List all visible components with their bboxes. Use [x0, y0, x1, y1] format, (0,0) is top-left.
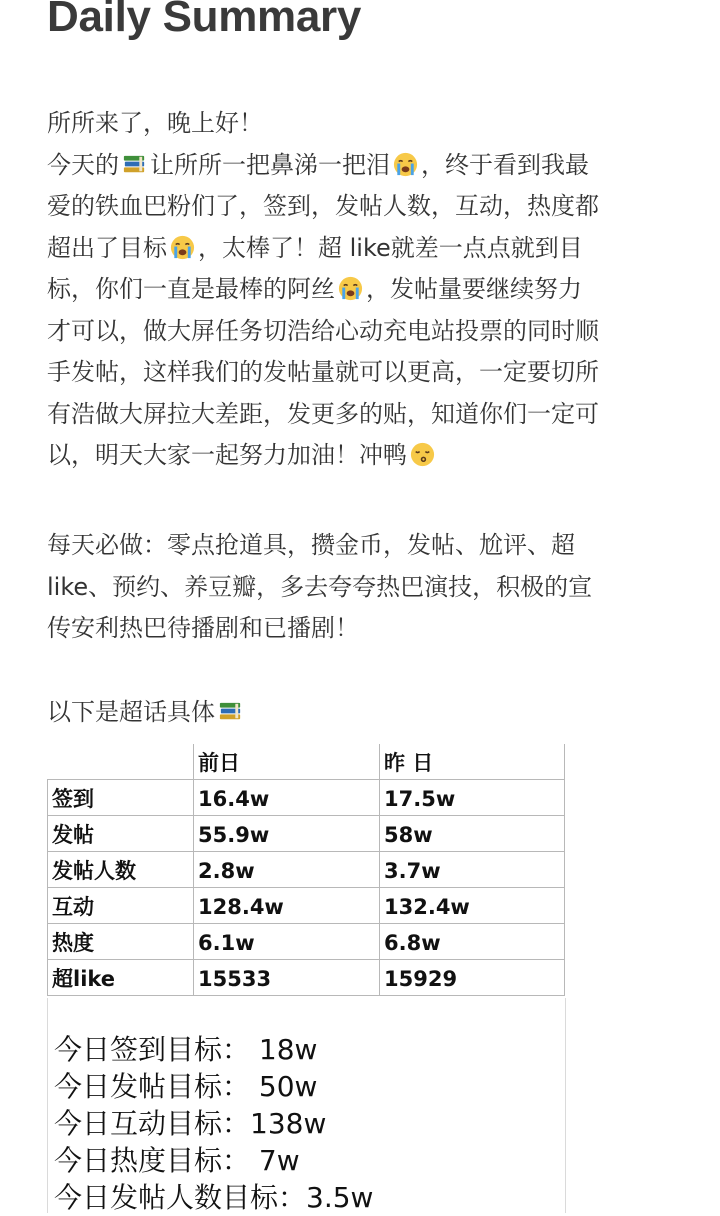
loudly-crying-face-icon	[169, 234, 196, 261]
cell-day-before: 16.4w	[194, 780, 380, 816]
row-label: 热度	[48, 924, 194, 960]
intro-text: ，发帖量要继续努力	[366, 275, 582, 303]
cell-day-before: 128.4w	[194, 888, 380, 924]
intro-text: 标，你们一直是最棒的阿丝	[47, 275, 335, 303]
books-emoji-icon	[217, 698, 244, 725]
goal-checkin: 今日签到目标： 18w	[54, 1033, 318, 1066]
intro-paragraph	[47, 103, 687, 477]
greeting: 所所来了，晚上好！	[47, 109, 263, 137]
row-label: 签到	[48, 780, 194, 816]
table-intro-text: 以下是超话具体	[47, 698, 215, 726]
cell-yesterday: 17.5w	[380, 780, 565, 816]
daily-text: 每天必做：零点抢道具，攒金币，发帖、尬评、超	[47, 531, 575, 559]
row-label: 发帖	[48, 816, 194, 852]
table-row	[48, 816, 565, 852]
row-label: 互动	[48, 888, 194, 924]
goal-heat: 今日热度目标： 7w	[54, 1144, 300, 1177]
intro-text: 有浩做大屏拉大差距，发更多的贴，知道你们一定可	[47, 399, 599, 428]
daily-text: 传安利热巴待播剧和已播剧！	[47, 614, 359, 642]
daily-tasks-paragraph	[47, 525, 687, 650]
loudly-crying-face-icon	[392, 151, 419, 178]
table-intro	[47, 692, 687, 734]
intro-text: 让所所一把鼻涕一把泪	[150, 150, 390, 179]
header-cell-day-before: 前日	[194, 744, 380, 780]
goal-interaction: 今日互动目标：138w	[54, 1107, 327, 1140]
intro-text: 以，明天大家一起努力加油！冲鸭	[47, 441, 407, 469]
table-row	[48, 888, 565, 924]
row-label: 发帖人数	[48, 852, 194, 888]
cell-day-before: 15533	[194, 960, 380, 996]
kissing-face-icon	[409, 441, 436, 468]
cell-day-before: 6.1w	[194, 924, 380, 960]
goal-poster-count: 今日发帖人数目标：3.5w	[54, 1181, 374, 1214]
books-emoji-icon	[121, 151, 148, 178]
page-title: Daily Summary	[47, 0, 362, 41]
loudly-crying-face-icon	[337, 275, 364, 302]
cell-yesterday: 132.4w	[380, 888, 565, 924]
intro-text: 超出了目标	[47, 233, 167, 262]
header-cell-blank	[48, 744, 194, 780]
stats-table	[47, 744, 564, 996]
table-row	[48, 852, 565, 888]
goal-posts: 今日发帖目标： 50w	[54, 1070, 318, 1103]
cell-yesterday: 58w	[380, 816, 565, 852]
intro-text: 手发帖，这样我们的发帖量就可以更高，一定要切所	[47, 358, 599, 386]
cell-yesterday: 15929	[380, 960, 565, 996]
table-row	[48, 960, 565, 996]
daily-text: like、预约、养豆瓣，多去夸夸热巴演技，积极的宣	[47, 572, 593, 601]
table-row	[48, 780, 565, 816]
cell-yesterday: 3.7w	[380, 852, 565, 888]
cell-day-before: 55.9w	[194, 816, 380, 852]
row-label: 超like	[48, 960, 194, 996]
intro-text: ，太棒了！超 like就差一点点就到目	[198, 233, 583, 262]
intro-text: ，终于看到我最	[421, 150, 589, 179]
daily-goals	[47, 998, 566, 1213]
cell-day-before: 2.8w	[194, 852, 380, 888]
intro-text: 才可以，做大屏任务切浩给心动充电站投票的同时顺	[47, 316, 599, 345]
cell-yesterday: 6.8w	[380, 924, 565, 960]
table-header-row	[48, 744, 565, 780]
intro-text: 爱的铁血巴粉们了，签到，发帖人数，互动，热度都	[47, 192, 599, 220]
header-cell-yesterday: 昨 日	[380, 744, 565, 780]
table-row	[48, 924, 565, 960]
intro-text: 今天的	[47, 150, 119, 179]
